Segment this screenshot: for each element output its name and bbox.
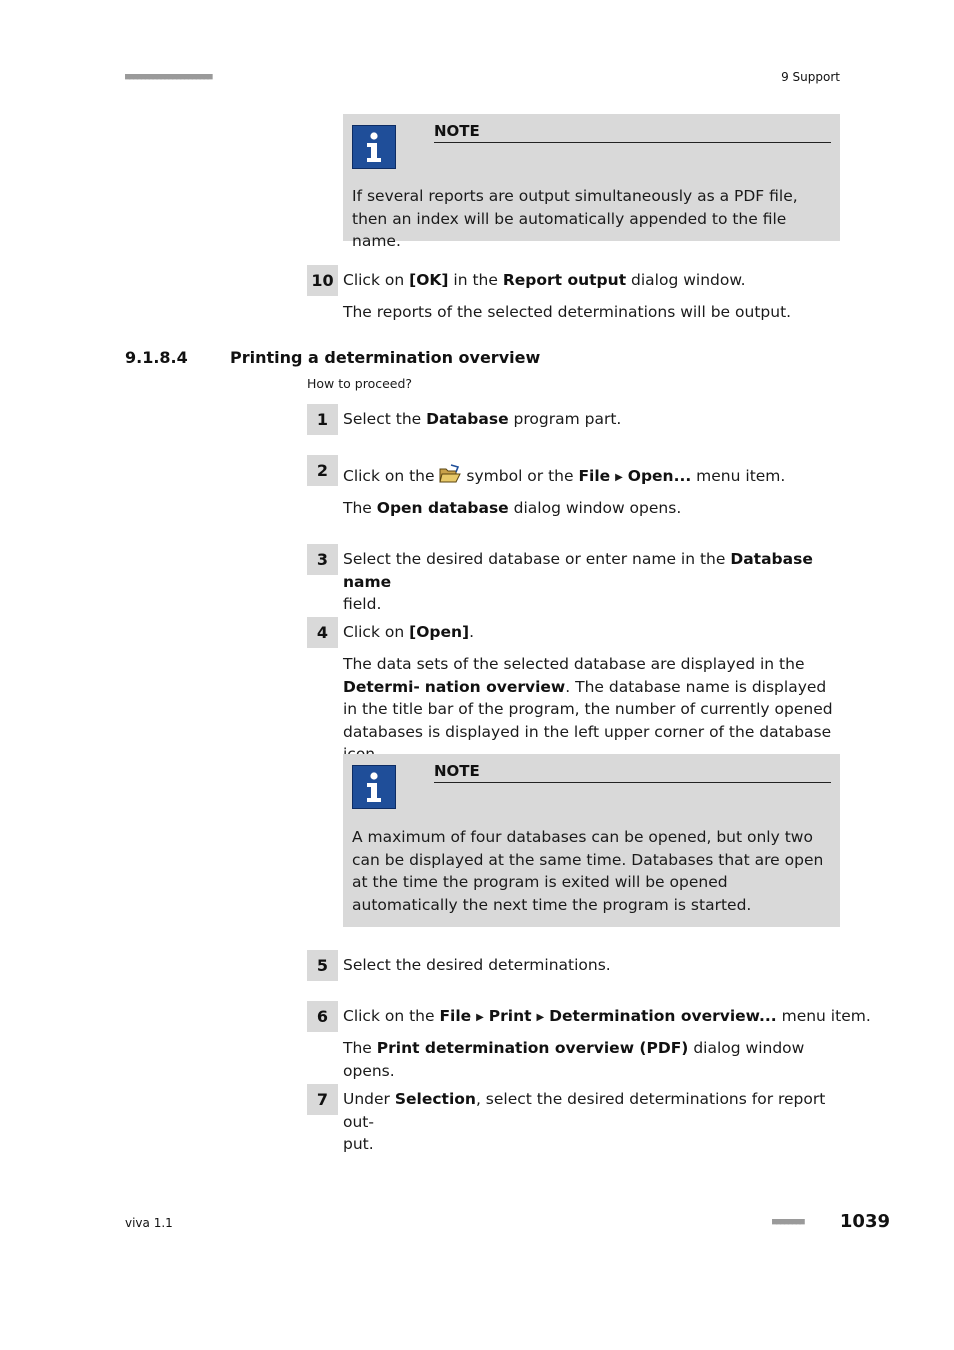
step-result: The Print determination overview (PDF) dialog window opens.: [343, 1039, 805, 1080]
step-instruction: Select the desired determinations.: [343, 956, 611, 974]
step-result: The data sets of the selected database are displayed in the Determi- nation overview. The database name is displayed in the title bar of the program, the number of currently opened databases is displayed in the left upper corner of the database: [343, 655, 833, 741]
open-folder-icon: [439, 464, 461, 484]
step-instruction: Select the desired database or enter name in the Database name field.: [343, 550, 813, 613]
section-intro: How to proceed?: [307, 376, 413, 391]
note-box: [343, 754, 840, 927]
page-number: 1039: [839, 1211, 890, 1232]
note-title: NOTE: [434, 762, 831, 783]
note-title: NOTE: [434, 122, 831, 143]
step-number: 5: [307, 950, 338, 981]
menu-arrow-icon: ▶: [476, 1012, 484, 1023]
note-text: If several reports are output simultaneously as a PDF file, then an index will be automatically appended to the file name.: [352, 187, 798, 250]
note-box: [343, 114, 840, 250]
step-number: 2: [307, 455, 338, 486]
step-number: 4: [307, 617, 338, 648]
step-result: The reports of the selected determinations will be output.: [343, 303, 792, 321]
step-number: 3: [307, 544, 338, 575]
header-decoration: ■■■■■■■■■■■■■■■■■■■■■■: [125, 72, 212, 82]
step-instruction: Click on the File ▶ Print ▶ Determination overview... menu item.: [343, 1007, 871, 1025]
info-icon: [352, 765, 396, 809]
step-number: 7: [307, 1084, 338, 1115]
menu-arrow-icon: ▶: [615, 472, 623, 483]
step-instruction: Click on [OK] in the Report output dialog window.: [343, 271, 746, 289]
step-instruction: Click on [Open].: [343, 623, 475, 641]
chapter-title: 9 Support: [781, 70, 840, 84]
menu-arrow-icon: ▶: [536, 1012, 545, 1023]
step-instruction: Under Selection, select the desired determinations for report out- put.: [343, 1090, 826, 1153]
note-text: A maximum of four databases can be opened, but only two can be displayed at the same time. Databases that are open at the time the program is exited will be opened automatically the next time the program is started.: [352, 828, 824, 914]
product-version: viva 1.1: [125, 1216, 173, 1230]
step-number: 1: [307, 404, 338, 435]
step-number: 10: [307, 265, 338, 296]
step-number: 6: [307, 1001, 338, 1032]
section-title: Printing a determination overview: [230, 348, 541, 367]
step-instruction: Select the Database program part.: [343, 410, 622, 428]
step-instruction: Click on the symbol or the File ▶ Open... menu item.: [343, 464, 840, 490]
section-number: 9.1.8.4: [125, 348, 188, 367]
info-icon: [352, 125, 396, 169]
step-result: The Open database dialog window opens.: [343, 499, 682, 517]
footer-decoration: ■■■■■■■■: [772, 1217, 804, 1227]
